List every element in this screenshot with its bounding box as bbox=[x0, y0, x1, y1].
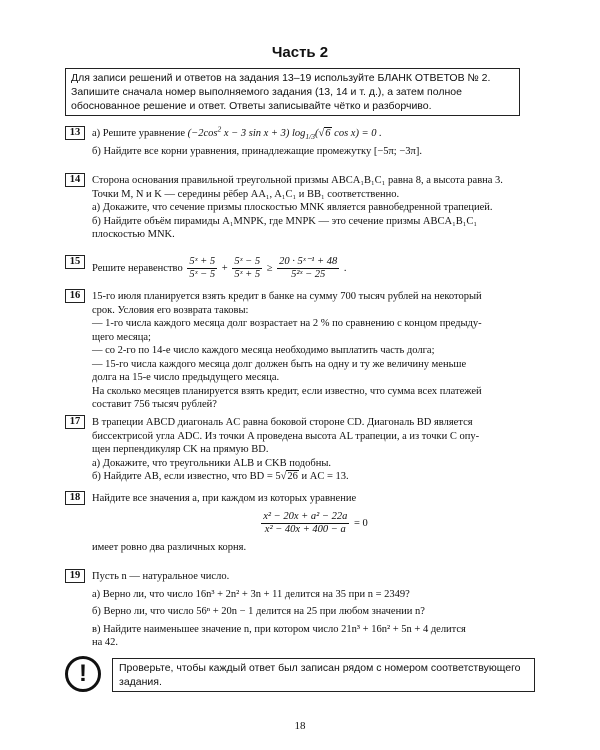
task-15 bbox=[65, 256, 535, 281]
text-line: — 15-го числа каждого месяца долг должен быть на одну и ту же величину меньше bbox=[92, 358, 467, 370]
numerator: 5ˣ + 5 bbox=[189, 256, 216, 267]
text-line: долга на 15-е число предыдущего месяца. bbox=[92, 372, 280, 383]
eq-arg-rest: cos x) = 0 . bbox=[331, 128, 382, 139]
task-number: 19 bbox=[65, 569, 85, 583]
geq-sign: ≥ bbox=[266, 262, 273, 274]
text-line: щен перпендикуляр CK на прямую BD. bbox=[92, 444, 269, 455]
text-line: составит 756 тысяч рублей? bbox=[92, 399, 217, 410]
task-13-part-b: б) Найдите все корни уравнения, принадлежащие промежутку [−5π; −3π]. bbox=[92, 145, 422, 157]
text-line: На сколько месяцев планируется взять кредит, если известно, что сумма всех платежей bbox=[92, 385, 482, 397]
part-b-end: и AC = 13. bbox=[298, 471, 349, 482]
task-18 bbox=[65, 492, 535, 554]
part-a-label: а) Решите уравнение bbox=[92, 128, 186, 139]
eq-arg-open: ( bbox=[315, 128, 319, 139]
denominator: 5ˣ + 5 bbox=[234, 269, 261, 280]
denominator: x² − 40x + 400 − a bbox=[264, 523, 346, 535]
task-18-outro: имеет ровно два различных корня. bbox=[92, 541, 247, 553]
instructions-box: Для записи решений и ответов на задания 13–19 используйте БЛАНК ОТВЕТОВ № 2. Запишите сначала номер выполняемого задания (13, 14 и т. д.), а затем полное обоснованное решение и ответ. Ответы записывайте чётко и разборчиво. bbox=[65, 68, 520, 116]
denominator: 5ˣ − 5 bbox=[189, 269, 216, 280]
denominator: 5²ˣ − 25 bbox=[291, 269, 326, 280]
task-16 bbox=[65, 290, 535, 412]
text-line: 15-го июля планируется взять кредит в банке на сумму 700 тысяч рублей на некоторый bbox=[92, 291, 482, 302]
text-line: Точки M, N и K — середины рёбер AA₁, A₁C₁ и BB₁ соответственно. bbox=[92, 188, 400, 200]
fraction-2 bbox=[232, 256, 262, 281]
part-b-text: б) Найдите AB, если известно, что BD = 5 bbox=[92, 471, 281, 482]
log-base: 1/3 bbox=[305, 132, 316, 142]
plus-sign: + bbox=[221, 262, 228, 274]
task-17-part-b: б) Найдите AB, если известно, что BD = 5√26 и AC = 13. bbox=[92, 471, 349, 482]
text-line: срок. Условия его возврата таковы: bbox=[92, 304, 249, 316]
warning-text: Проверьте, чтобы каждый ответ был записан рядом с номером соответствующего задания. bbox=[112, 658, 535, 692]
numerator: 5ˣ − 5 bbox=[234, 256, 261, 267]
text-line: б) Найдите объём пирамиды A₁MNPK, где MNPK — это сечение призмы ABCA₁B₁C₁ bbox=[92, 215, 478, 227]
task-number: 15 bbox=[65, 255, 85, 269]
eq-power: 2 bbox=[217, 124, 222, 134]
warning-note bbox=[65, 656, 535, 696]
task-number: 16 bbox=[65, 289, 85, 303]
eq-open: (−2cos bbox=[187, 128, 218, 139]
sqrt-value: 6 bbox=[325, 128, 331, 139]
equation-fraction bbox=[261, 511, 349, 536]
task-19-part-c-cont: на 42. bbox=[92, 637, 119, 648]
text-line: щего месяца; bbox=[92, 331, 151, 343]
task-19-part-c: в) Найдите наименьшее значение n, при котором число 21n³ + 16n² + 5n + 4 делится bbox=[92, 623, 466, 635]
task-19-intro: Пусть n — натуральное число. bbox=[92, 571, 230, 582]
page-title: Часть 2 bbox=[271, 44, 329, 61]
task-number: 18 bbox=[65, 491, 85, 505]
task-number: 13 bbox=[65, 126, 85, 140]
task-number: 17 bbox=[65, 415, 85, 429]
task-19-part-a: а) Верно ли, что число 16n³ + 2n² + 3n + 11 делится на 35 при n = 2349? bbox=[92, 588, 410, 600]
period: . bbox=[343, 262, 347, 274]
equation: ($-2\cos^2$ x − 3 sin x + 3) $\log_{1/3}(√6$ cos x) = 0 . bbox=[187, 124, 382, 142]
text-line: биссектрисой угла ADC. Из точки A проведена высота AL трапеции, а из точки C опу- bbox=[92, 430, 480, 442]
task-13-part-a bbox=[92, 124, 535, 142]
task-number: 14 bbox=[65, 173, 85, 187]
page-number: 18 bbox=[294, 720, 306, 732]
numerator: 20 · 5ˣ⁻¹ + 48 bbox=[279, 256, 338, 267]
text-line: плоскостью MNK. bbox=[92, 229, 175, 240]
task-19-part-b: б) Верно ли, что число 56ⁿ + 20n − 1 делится на 25 при любом значении n? bbox=[92, 606, 425, 617]
text-line: а) Докажите, что сечение призмы плоскостью MNK является равнобедренной трапецией. bbox=[92, 202, 493, 213]
text-line: В трапеции ABCD диагональ AC равна боковой стороне CD. Диагональ BD является bbox=[92, 417, 473, 428]
task-19 bbox=[65, 570, 535, 650]
task-14 bbox=[65, 174, 535, 242]
task-15-label: Решите неравенство bbox=[92, 262, 183, 274]
text-line: Сторона основания правильной треугольной призмы ABCA₁B₁C₁ равна 8, а высота равна 3. bbox=[92, 175, 503, 186]
task-18-intro: Найдите все значения a, при каждом из которых уравнение bbox=[92, 493, 357, 504]
fraction-3 bbox=[277, 256, 339, 281]
sqrt-value: 26 bbox=[287, 471, 298, 482]
numerator: x² − 20x + a² − 22a bbox=[263, 510, 348, 522]
eq-rhs: = 0 bbox=[353, 517, 368, 529]
task-13 bbox=[65, 124, 535, 158]
fraction-1 bbox=[187, 256, 217, 281]
text-line: а) Докажите, что треугольники ALB и CKB подобны. bbox=[92, 457, 332, 469]
text-line: — 1-го числа каждого месяца долг возрастает на 2 % по сравнению с концом предыду- bbox=[92, 318, 482, 329]
task-18-equation bbox=[92, 511, 535, 536]
exclamation-icon: ! bbox=[65, 656, 101, 692]
task-17 bbox=[65, 416, 535, 484]
text-line: — со 2-го по 14-е число каждого месяца необходимо выплатить часть долга; bbox=[92, 345, 435, 356]
eq-mid: x − 3 sin x + 3) log bbox=[221, 128, 306, 139]
